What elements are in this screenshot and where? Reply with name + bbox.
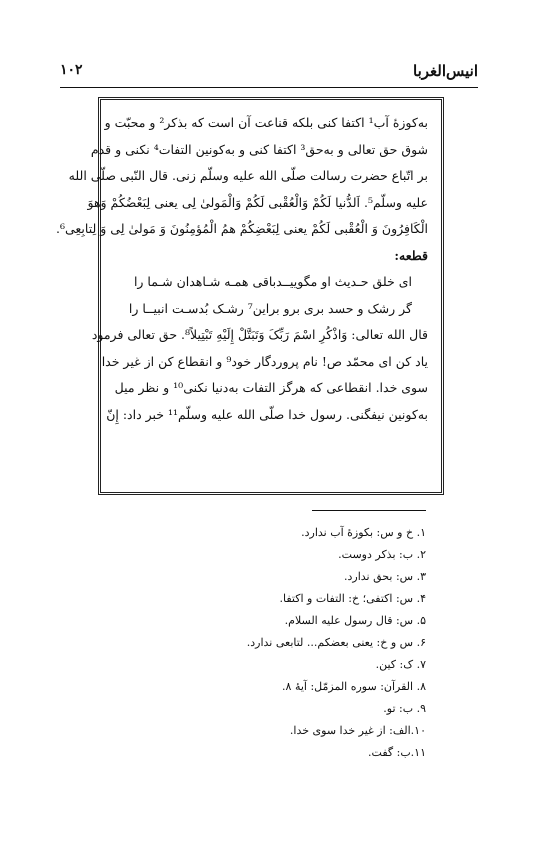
hemistich-right: ای خلق حـدیث او مگوییــد — [276, 274, 412, 289]
hemistich-right: گر رشک و حسد بری برو بر — [269, 300, 412, 316]
running-header — [60, 62, 478, 84]
text-line: سوی خدا. انقطاعی که هرگز التفات به‌دنیا نکنی¹⁰ و نظر میل — [114, 380, 428, 395]
footnote-rule — [312, 510, 426, 511]
footnote: ۸. القرآن: سوره المزمّل: آیهٔ ۸. — [282, 680, 426, 693]
footnote: ۱۰.الف: از غیر خدا سوی خدا. — [289, 724, 426, 737]
footnote: ۱۱.ب: گفت. — [368, 746, 426, 759]
text-line: الْکَافِرُونَ وَ الْعُقْبی لَکُمْ یعنی لِبَعْضِکُمْ همُ الْمُؤمِنُونَ وَ مَولیٰ لِی وَ لِتابِعِی⁶. — [55, 221, 428, 236]
text-line: شوق حق تعالی و به‌حق³ اکتفا کنی و به‌کونین التفات⁴ نکنی و قدم — [90, 141, 428, 157]
text-line: یاد کن ای محمّد ص! نام پروردگار خود⁹ و انقطاع کن از غیر خدا — [101, 353, 428, 369]
book-title: انیس‌الغربا — [413, 62, 478, 80]
footnote: ۴. س: اکتفی؛ خ: التفات و اکتفا. — [279, 592, 426, 605]
footnote: ۶. س و خ: یعنی بعضکم... لتابعی ندارد. — [246, 636, 426, 649]
text-line: علیه وسلّم⁵. اَلدُّنیا لَکُمْ وَالْعُقْبی لَکُمْ وَالْمَولیٰ لِی یعنی لِبَعْضُکُمْ وَهوَ — [87, 194, 428, 210]
section-label: قطعه: — [394, 247, 428, 263]
verse-line — [114, 269, 428, 296]
footnote: ۹. ب: تو. — [383, 702, 426, 715]
text-line: بر اتّباع حضرت رسالت صلّی الله علیه وسلّم زنی. قال النّبی صلّی الله — [68, 168, 428, 183]
text-line: به‌کونین نیفگنی. رسول خدا صلّی الله علیه وسلّم¹¹ خبر داد: إِنّ — [106, 406, 428, 422]
footnote: ۱. خ و س: بکوزهٔ آب ندارد. — [301, 526, 426, 539]
header-rule — [60, 87, 478, 88]
text-line: قال الله تعالی: وَاذْکُرِ اسْمَ رَبِّکَ وَتَبَتَّلْ إِلَیْهِ تَبْتِیلاً⁸. حق تعالی فرمود — [91, 327, 428, 342]
footnote: ۳. س: بحق ندارد. — [344, 570, 426, 583]
footnote: ۲. ب: بذکر دوست. — [338, 548, 426, 561]
hemistich-left: این⁷ رشـک بُدسـت انبیــا را — [128, 300, 270, 316]
footnote: ۵. س: قال رسول علیه السلام. — [284, 614, 426, 627]
verse-line — [114, 296, 428, 323]
page-number: ۱۰۲ — [60, 62, 83, 78]
text-line: به‌کوزهٔ آب¹ اکتفا کنی بلکه قناعت آن است که بذکر² و محبّت و — [104, 115, 428, 130]
footnote: ۷. ک: کین. — [375, 658, 426, 671]
main-text — [55, 110, 428, 428]
hemistich-left: باقی همـه شـاهدان شـما را — [133, 274, 277, 289]
footnotes — [126, 522, 426, 764]
